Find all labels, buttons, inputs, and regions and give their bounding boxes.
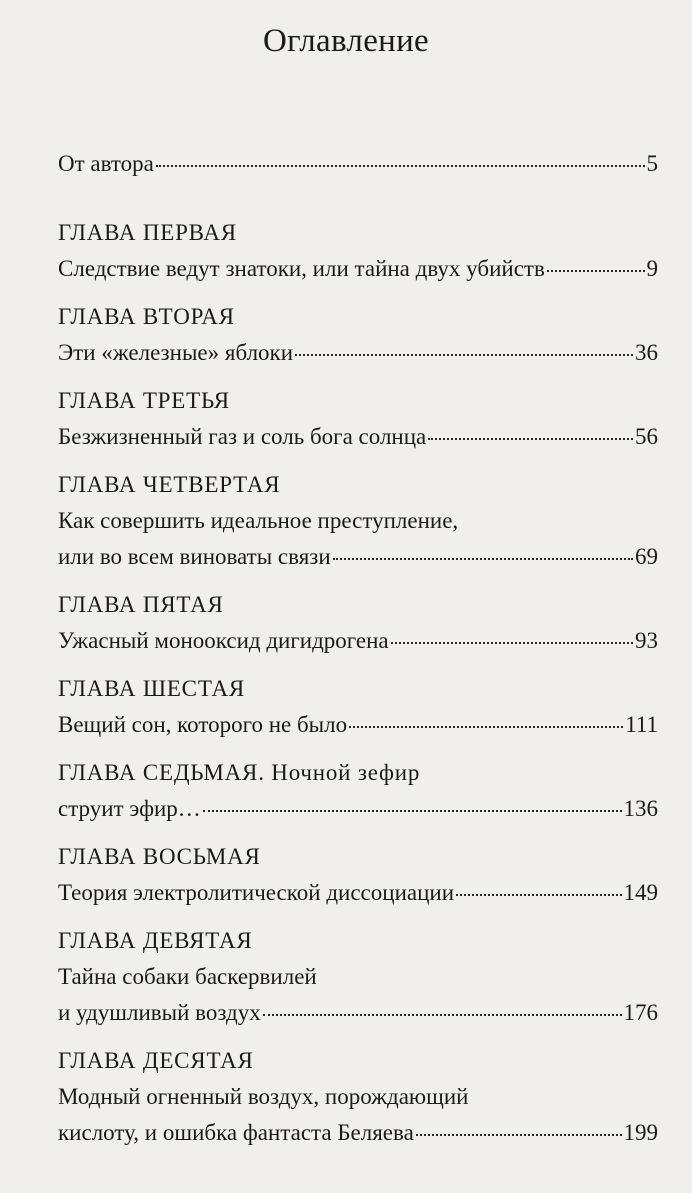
toc-entry-chapter-1[interactable] [58, 215, 658, 287]
toc-entry-title-cont: и удушливый воздух [58, 1000, 261, 1025]
leader-dots [416, 1124, 622, 1136]
leader-dots [156, 155, 645, 167]
toc-entry-chapter-2[interactable] [58, 299, 658, 371]
toc-page-number: 56 [635, 424, 658, 449]
page-title: Оглавление [262, 23, 430, 59]
leader-dots [391, 632, 633, 644]
leader-dots [547, 260, 645, 272]
toc-entry-title: Ужасный монооксид дигидрогена [58, 628, 389, 653]
chapter-heading: ГЛАВА ТРЕТЬЯ [58, 388, 230, 413]
chapter-heading: ГЛАВА ДЕСЯТАЯ [58, 1048, 254, 1073]
leader-dots [333, 548, 633, 560]
leader-dots [203, 800, 622, 812]
table-of-contents [58, 146, 658, 1151]
toc-page-number: 69 [635, 544, 658, 569]
chapter-heading: ГЛАВА ПЕРВАЯ [58, 220, 237, 245]
chapter-heading: ГЛАВА СЕДЬМАЯ. Ночной зефир [58, 760, 421, 785]
toc-entry-title: Теория электролитической диссоциации [58, 880, 455, 905]
chapter-heading: ГЛАВА ШЕСТАЯ [58, 676, 246, 701]
toc-entry-title: Тайна собаки баскервилей [58, 964, 317, 989]
toc-entry-title-cont: или во всем виноваты связи [58, 544, 331, 569]
toc-entry-chapter-9[interactable] [58, 923, 658, 1031]
chapter-heading: ГЛАВА ВОСЬМАЯ [58, 844, 261, 869]
chapter-heading: ГЛАВА ДЕВЯТАЯ [58, 928, 253, 953]
leader-dots [428, 428, 633, 440]
toc-entry-title: Модный огненный воздух, порождающий [58, 1084, 469, 1109]
toc-page-number: 149 [623, 880, 658, 905]
toc-page-number: 5 [646, 151, 658, 176]
toc-entry-chapter-4[interactable] [58, 467, 658, 575]
toc-page-number: 93 [635, 628, 658, 653]
toc-entry-preface[interactable] [58, 146, 658, 182]
toc-entry-chapter-6[interactable] [58, 671, 658, 743]
chapter-heading: ГЛАВА ЧЕТВЕРТАЯ [58, 472, 281, 497]
leader-dots [295, 344, 633, 356]
toc-entry-title: Безжизненный газ и соль бога солнца [58, 424, 427, 449]
toc-page-number: 9 [646, 256, 658, 281]
toc-entry-title: От автора [58, 151, 154, 176]
toc-page-number: 111 [625, 712, 658, 737]
chapter-heading: ГЛАВА ВТОРАЯ [58, 304, 235, 329]
leader-dots [349, 716, 623, 728]
leader-dots [263, 1004, 622, 1016]
toc-entry-title: Следствие ведут знатоки, или тайна двух убийств [58, 256, 545, 281]
toc-entry-chapter-7[interactable] [58, 755, 658, 827]
leader-dots [456, 884, 621, 896]
chapter-heading: ГЛАВА ПЯТАЯ [58, 592, 224, 617]
toc-page-number: 36 [635, 340, 658, 365]
toc-entry-title: Как совершить идеальное преступление, [58, 508, 459, 533]
toc-entry-title-cont: кислоту, и ошибка фантаста Беляева [58, 1120, 414, 1145]
toc-entry-chapter-10[interactable] [58, 1043, 658, 1151]
toc-entry-chapter-8[interactable] [58, 839, 658, 911]
toc-entry-title: Эти «железные» яблоки [58, 340, 294, 365]
toc-entry-chapter-5[interactable] [58, 587, 658, 659]
toc-entry-title: струит эфир… [58, 796, 201, 821]
toc-entry-title: Вещий сон, которого не было [58, 712, 348, 737]
toc-page-number: 176 [623, 1000, 658, 1025]
toc-entry-chapter-3[interactable] [58, 383, 658, 455]
toc-page-number: 199 [623, 1120, 658, 1145]
toc-page-number: 136 [623, 796, 658, 821]
